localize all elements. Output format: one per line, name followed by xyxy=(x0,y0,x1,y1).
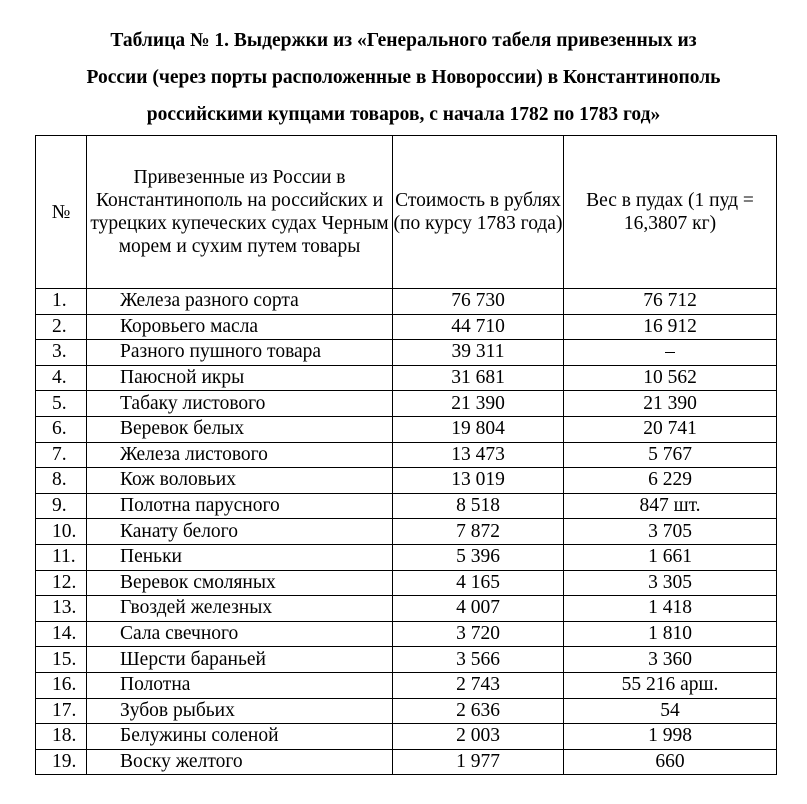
row-goods: Веревок белых xyxy=(87,416,393,442)
table-row xyxy=(36,340,777,366)
row-weight: 847 шт. xyxy=(564,493,777,519)
row-cost: 13 019 xyxy=(393,468,564,494)
table-caption xyxy=(20,22,787,133)
table-row xyxy=(36,621,777,647)
row-weight: 55 216 арш. xyxy=(564,672,777,698)
row-number: 8. xyxy=(36,468,87,494)
row-weight: 3 705 xyxy=(564,519,777,545)
row-number: 9. xyxy=(36,493,87,519)
header-number: № xyxy=(36,136,87,289)
header-cost: Стоимость в рублях (по курсу 1783 года) xyxy=(393,136,564,289)
table-row xyxy=(36,544,777,570)
row-number: 1. xyxy=(36,289,87,315)
row-weight: 1 998 xyxy=(564,724,777,750)
row-cost: 1 977 xyxy=(393,749,564,775)
row-cost: 39 311 xyxy=(393,340,564,366)
row-cost: 2 636 xyxy=(393,698,564,724)
row-number: 7. xyxy=(36,442,87,468)
row-number: 5. xyxy=(36,391,87,417)
table-row xyxy=(36,672,777,698)
row-goods: Полотна парусного xyxy=(87,493,393,519)
row-number: 10. xyxy=(36,519,87,545)
row-number: 11. xyxy=(36,544,87,570)
row-number: 16. xyxy=(36,672,87,698)
row-goods: Разного пушного товара xyxy=(87,340,393,366)
row-goods: Воску желтого xyxy=(87,749,393,775)
table-row xyxy=(36,365,777,391)
row-cost: 21 390 xyxy=(393,391,564,417)
row-goods: Табаку листового xyxy=(87,391,393,417)
table-row xyxy=(36,698,777,724)
row-goods: Гвоздей железных xyxy=(87,596,393,622)
row-weight: 1 810 xyxy=(564,621,777,647)
row-goods: Канату белого xyxy=(87,519,393,545)
row-cost: 5 396 xyxy=(393,544,564,570)
row-cost: 2 743 xyxy=(393,672,564,698)
row-number: 3. xyxy=(36,340,87,366)
row-cost: 4 007 xyxy=(393,596,564,622)
table-row xyxy=(36,647,777,673)
row-cost: 13 473 xyxy=(393,442,564,468)
table-row xyxy=(36,468,777,494)
header-goods: Привезенные из России в Константинополь на российских и турецких купеческих судах Черным морем и сухим путем товары xyxy=(87,136,393,289)
row-number: 15. xyxy=(36,647,87,673)
row-weight: 660 xyxy=(564,749,777,775)
row-goods: Веревок смоляных xyxy=(87,570,393,596)
table-row xyxy=(36,493,777,519)
row-cost: 7 872 xyxy=(393,519,564,545)
row-weight: 21 390 xyxy=(564,391,777,417)
row-goods: Сала свечного xyxy=(87,621,393,647)
table-row xyxy=(36,596,777,622)
row-cost: 8 518 xyxy=(393,493,564,519)
row-goods: Железа разного сорта xyxy=(87,289,393,315)
header-weight: Вес в пудах (1 пуд = 16,3807 кг) xyxy=(564,136,777,289)
table-body xyxy=(36,289,777,775)
row-goods: Зубов рыбьих xyxy=(87,698,393,724)
table-row xyxy=(36,570,777,596)
caption-line: российскими купцами товаров, с начала 1782 по 1783 год» xyxy=(146,104,661,125)
row-number: 13. xyxy=(36,596,87,622)
row-cost: 31 681 xyxy=(393,365,564,391)
table-row xyxy=(36,416,777,442)
row-number: 12. xyxy=(36,570,87,596)
table-row xyxy=(36,724,777,750)
row-weight: 10 562 xyxy=(564,365,777,391)
goods-table xyxy=(35,135,777,775)
row-goods: Пеньки xyxy=(87,544,393,570)
row-weight: 54 xyxy=(564,698,777,724)
row-goods: Кож воловьих xyxy=(87,468,393,494)
row-weight: 1 418 xyxy=(564,596,777,622)
row-number: 19. xyxy=(36,749,87,775)
table-row xyxy=(36,391,777,417)
caption-line: Таблица № 1. Выдержки из «Генерального табеля привезенных из xyxy=(110,30,697,51)
row-goods: Полотна xyxy=(87,672,393,698)
row-weight: 20 741 xyxy=(564,416,777,442)
row-cost: 3 720 xyxy=(393,621,564,647)
table-row xyxy=(36,749,777,775)
row-goods: Железа листового xyxy=(87,442,393,468)
row-cost: 19 804 xyxy=(393,416,564,442)
row-cost: 4 165 xyxy=(393,570,564,596)
row-number: 6. xyxy=(36,416,87,442)
row-number: 17. xyxy=(36,698,87,724)
row-cost: 2 003 xyxy=(393,724,564,750)
table-row xyxy=(36,314,777,340)
row-cost: 3 566 xyxy=(393,647,564,673)
row-number: 18. xyxy=(36,724,87,750)
row-cost: 76 730 xyxy=(393,289,564,315)
table-header-row xyxy=(36,136,777,289)
row-weight: 76 712 xyxy=(564,289,777,315)
row-weight: 5 767 xyxy=(564,442,777,468)
table-row xyxy=(36,519,777,545)
row-number: 2. xyxy=(36,314,87,340)
row-weight: 3 360 xyxy=(564,647,777,673)
row-weight: 3 305 xyxy=(564,570,777,596)
row-weight: 6 229 xyxy=(564,468,777,494)
table-row xyxy=(36,289,777,315)
row-goods: Коровьего масла xyxy=(87,314,393,340)
row-cost: 44 710 xyxy=(393,314,564,340)
caption-line: России (через порты расположенные в Новороссии) в Константинополь xyxy=(86,67,721,88)
row-weight: 1 661 xyxy=(564,544,777,570)
row-number: 4. xyxy=(36,365,87,391)
row-weight: – xyxy=(564,340,777,366)
row-goods: Паюсной икры xyxy=(87,365,393,391)
table-row xyxy=(36,442,777,468)
row-goods: Белужины соленой xyxy=(87,724,393,750)
row-goods: Шерсти бараньей xyxy=(87,647,393,673)
row-weight: 16 912 xyxy=(564,314,777,340)
row-number: 14. xyxy=(36,621,87,647)
